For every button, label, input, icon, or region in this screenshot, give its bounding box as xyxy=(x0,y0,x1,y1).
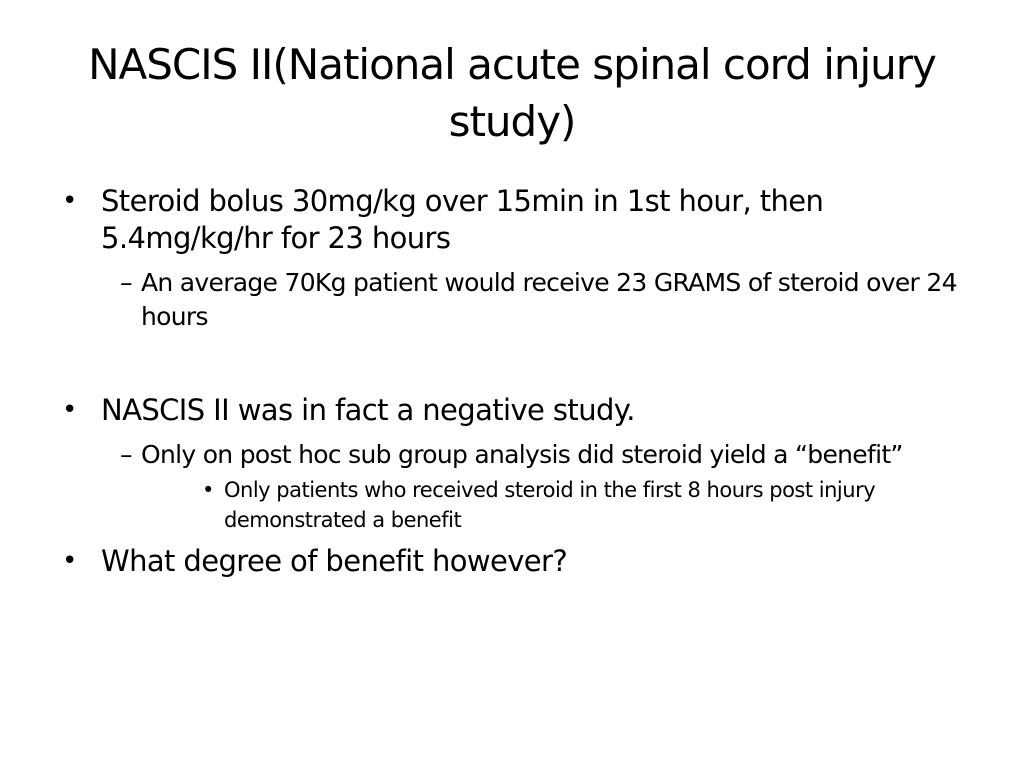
bullet-text: NASCIS II was in fact a negative study. xyxy=(101,393,635,427)
bullet-icon: • xyxy=(62,395,77,425)
sub-bullet-text: An average 70Kg patient would receive 23 GRAMS of steroid over 24 hours xyxy=(141,268,957,331)
sub-bullet-text: Only on post hoc sub group analysis did steroid yield a “benefit” xyxy=(141,440,903,469)
sub-bullet-list xyxy=(97,438,972,535)
slide-title: NASCIS II(National acute spinal cord injury study) xyxy=(88,40,936,146)
sub-bullet-item-average-dose xyxy=(97,266,972,334)
sub-bullet-item-post-hoc xyxy=(97,438,972,535)
bullet-icon: • xyxy=(202,478,214,502)
bullet-icon: • xyxy=(62,186,77,216)
slide-content xyxy=(62,183,972,580)
sub-sub-bullet-text: Only patients who received steroid in the first 8 hours post injury demonstrated a benefit xyxy=(224,478,876,532)
bullet-item-steroid-bolus xyxy=(62,183,972,334)
bullet-icon: • xyxy=(62,546,77,576)
dash-icon: – xyxy=(120,440,132,469)
bullet-text: What degree of benefit however? xyxy=(101,544,568,578)
sub-sub-bullet-list xyxy=(97,475,972,535)
dash-icon: – xyxy=(120,268,132,297)
bullet-item-degree-of-benefit xyxy=(62,543,972,580)
bullet-text: Steroid bolus 30mg/kg over 15min in 1st hour, then 5.4mg/kg/hr for 23 hours xyxy=(101,184,824,255)
sub-sub-bullet-item-first-8-hours xyxy=(97,475,972,535)
bullet-item-negative-study xyxy=(62,392,972,535)
bullet-list xyxy=(62,183,972,580)
sub-bullet-list xyxy=(97,266,972,334)
